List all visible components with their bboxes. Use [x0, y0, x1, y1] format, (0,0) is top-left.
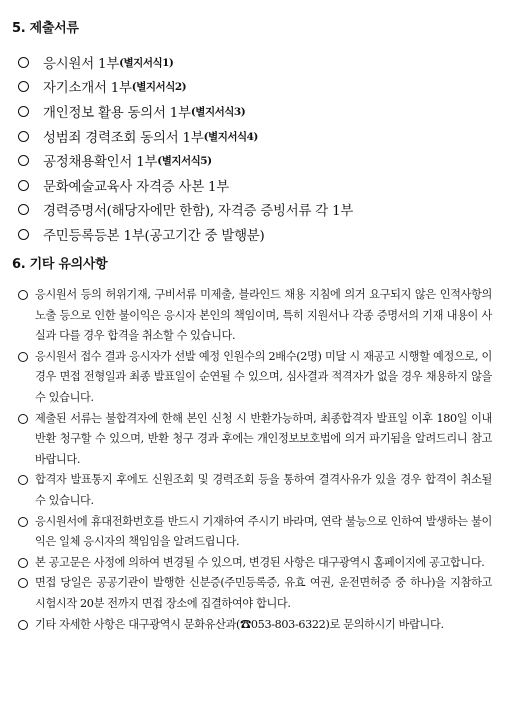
document-item — [18, 99, 353, 124]
note-item — [18, 615, 492, 636]
document-item — [18, 75, 353, 100]
document-item-text: 응시원서 1부 — [43, 56, 120, 72]
section-6-title: 6. 기타 유의사항 — [12, 257, 108, 272]
section-5-title: 5. 제출서류 — [12, 21, 79, 36]
document-item — [18, 124, 353, 149]
note-text: 본 공고문은 사정에 의하여 변경될 수 있으며, 변경된 사항은 대구광역시 홈페이지에 공고합니다. — [35, 555, 485, 569]
form-reference: (별지서식2) — [131, 81, 187, 94]
required-documents-list — [18, 50, 353, 247]
note-item — [18, 573, 492, 614]
note-item — [18, 285, 492, 347]
form-reference: (별지서식4) — [203, 130, 258, 143]
document-item-text: 주민등록등본 1부(공고기간 중 발행분) — [43, 228, 265, 244]
form-reference: (별지서식3) — [190, 105, 246, 118]
document-item — [18, 148, 353, 173]
circle-bullet-icon — [18, 414, 28, 424]
circle-bullet-icon — [18, 620, 28, 630]
document-item — [18, 50, 353, 75]
note-text: 기타 자세한 사항은 대구광역시 문화유산과(☎053-803-6322)로 문의하시기 바랍니다. — [35, 617, 444, 631]
circle-bullet-icon — [18, 81, 29, 92]
circle-bullet-icon — [18, 131, 29, 142]
document-item — [18, 198, 353, 223]
circle-bullet-icon — [18, 352, 28, 362]
circle-bullet-icon — [18, 290, 28, 300]
document-item-text: 문화예술교육사 자격증 사본 1부 — [43, 179, 230, 195]
circle-bullet-icon — [18, 204, 29, 215]
circle-bullet-icon — [18, 578, 28, 588]
document-item-text: 경력증명서(해당자에만 한함), 자격증 증빙서류 각 1부 — [43, 204, 354, 220]
note-text: 합격자 발표통지 후에도 신원조회 및 경력조회 등을 통하여 결격사유가 있을 경우 합격이 취소될 수 있습니다. — [35, 473, 492, 507]
form-reference: (별지서식5) — [157, 155, 212, 168]
document-item-text: 자기소개서 1부 — [43, 81, 132, 97]
document-item-text: 공정채용확인서 1부 — [43, 155, 158, 171]
note-item — [18, 512, 492, 553]
note-item — [18, 347, 492, 409]
form-reference: (별지서식1) — [119, 56, 174, 69]
document-item — [18, 222, 353, 247]
circle-bullet-icon — [18, 155, 29, 166]
note-item — [18, 553, 492, 574]
circle-bullet-icon — [18, 229, 29, 240]
circle-bullet-icon — [18, 180, 29, 191]
document-item-text: 성범죄 경력조회 동의서 1부 — [43, 130, 204, 146]
note-text: 응시원서 접수 결과 응시자가 선발 예정 인원수의 2배수(2명) 미달 시 재공고 시행할 예정으로, 이 경우 면접 전형일과 최종 발표일이 순연될 수 있으며, 심사결과 적격자가 없을 경우 채용하지 않을 수 있습니다. — [35, 349, 492, 404]
note-item — [18, 409, 492, 471]
circle-bullet-icon — [18, 517, 28, 527]
circle-bullet-icon — [18, 57, 29, 68]
circle-bullet-icon — [18, 558, 28, 568]
note-text: 응시원서에 휴대전화번호를 반드시 기재하여 주시기 바라며, 연락 불능으로 인하여 발생하는 불이익은 일체 응시자의 책임임을 알려드립니다. — [35, 514, 492, 549]
note-text: 면접 당일은 공공기관이 발행한 신분증(주민등록증, 유효 여권, 운전면허증 중 하나)을 지참하고 시험시작 20분 전까지 면접 장소에 집결하여야 합니다. — [35, 576, 492, 610]
note-item — [18, 470, 492, 511]
note-text: 제출된 서류는 불합격자에 한해 본인 신청 시 반환가능하며, 최종합격자 발표일 이후 180일 이내 반환 청구할 수 있으며, 반환 청구 경과 후에는 개인정보보호법에 의거 파기됨을 알려드리니 참고 바랍니다. — [35, 411, 492, 466]
circle-bullet-icon — [18, 475, 28, 485]
circle-bullet-icon — [18, 106, 29, 117]
note-text: 응시원서 등의 허위기재, 구비서류 미제출, 블라인드 채용 지침에 의거 요구되지 않은 인적사항의 노출 등으로 인한 불이익은 응시자 본인의 책임이며, 특히 지원서나 각종 증명서의 기재 내용이 사실과 다를 경우 합격을 취소할 수 있습니다. — [35, 288, 492, 343]
notes-list — [18, 285, 492, 635]
document-item — [18, 173, 353, 198]
document-item-text: 개인정보 활용 동의서 1부 — [43, 105, 191, 121]
